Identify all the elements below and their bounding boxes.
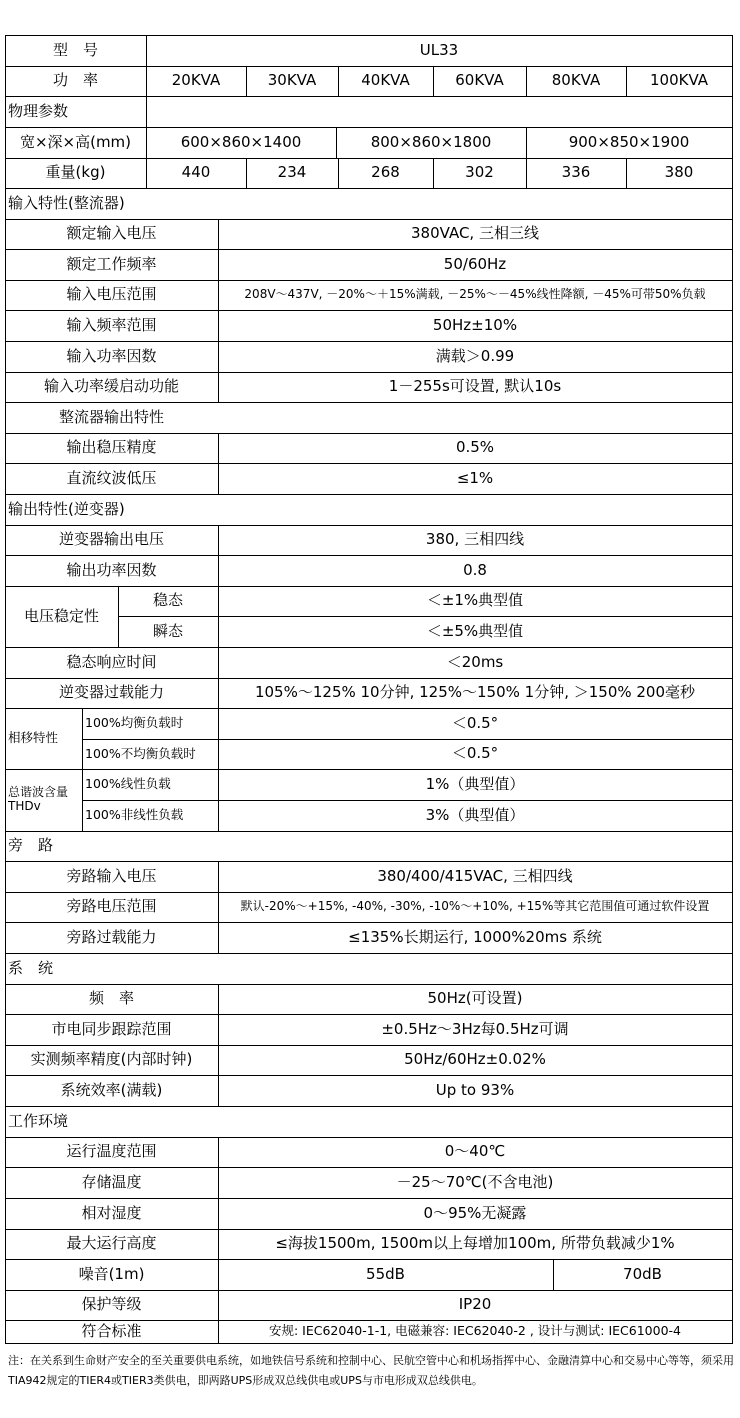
noise-label: 噪音(1m) <box>78 1264 145 1283</box>
response-time-label: 稳态响应时间 <box>66 652 157 671</box>
phase-unbalanced-value: ＜0.5° <box>451 744 499 763</box>
input-row-value: 208V～437V, －20%～＋15%满载, －25%～－45%线性降额, －45%可带50%负载 <box>244 287 706 302</box>
system-row-label: 系统效率(满载) <box>60 1080 163 1099</box>
power-value-80kva: 80KVA <box>551 71 601 90</box>
rectifier-row-label: 直流纹波低压 <box>66 468 157 487</box>
footnote: 注：在关系到生命财产安全的至关重要供电系统，如地铁信号系统和控制中心、民航空管中心和机场指挥中心、金融清算中心和交易中心等等，须采用TIA942规定的TIER4或TIER3类供电，即两路UPS形成双总线供电或UPS与市电形成双总线供电。 <box>8 1354 734 1387</box>
rule-horizontal <box>5 892 733 893</box>
rule-horizontal <box>5 188 733 189</box>
rule-vertical <box>5 35 6 1343</box>
input-row-value: 满载＞0.99 <box>435 346 515 365</box>
rule-horizontal <box>5 280 733 281</box>
transient-label: 瞬态 <box>152 621 183 640</box>
input-row-value: 50Hz±10% <box>432 315 518 334</box>
protection-value: IP20 <box>458 1295 492 1314</box>
thd-nonlinear-label: 100%非线性负载 <box>85 807 184 823</box>
power-value-40kva: 40KVA <box>361 71 410 90</box>
system-row-value: 50Hz/60Hz±0.02% <box>404 1050 546 1069</box>
inverter-voltage-value: 380, 三相四线 <box>425 530 525 549</box>
rule-vertical <box>118 586 119 647</box>
rule-horizontal <box>5 372 733 373</box>
rule-vertical <box>218 433 219 494</box>
thd-linear-label: 100%线性负载 <box>85 776 171 792</box>
rule-horizontal <box>82 739 733 740</box>
rule-horizontal <box>5 984 733 985</box>
bypass-row-value: ≤135%长期运行, 1000%20ms 系统 <box>348 927 602 946</box>
rule-horizontal <box>5 922 733 923</box>
rule-horizontal <box>5 219 733 220</box>
standards-value: 安规: IEC62040-1-1, 电磁兼容: IEC62040-2 , 设计与测试: IEC61000-4 <box>268 1323 681 1339</box>
noise-value-low: 55dB <box>366 1264 405 1283</box>
dimensions-value: 800×860×1800 <box>370 132 492 151</box>
weight-value: 302 <box>465 163 494 182</box>
bypass-row-label: 旁路电压范围 <box>66 897 157 916</box>
model-label: 型 号 <box>52 40 98 59</box>
input-row-label: 额定输入电压 <box>66 224 157 243</box>
rule-vertical <box>218 525 219 831</box>
environment-row-value: 0～95%无凝露 <box>423 1203 527 1222</box>
rule-horizontal <box>5 1167 733 1168</box>
rule-horizontal <box>5 647 733 648</box>
rule-horizontal <box>5 127 733 128</box>
system-row-label: 频 率 <box>88 989 134 1008</box>
power-value-100kva: 100KVA <box>649 71 709 90</box>
input-heading: 输入特性(整流器) <box>8 193 125 212</box>
rule-horizontal <box>5 708 733 709</box>
system-row-value: Up to 93% <box>435 1080 515 1099</box>
input-row-label: 额定工作频率 <box>66 254 157 273</box>
environment-row-label: 存储温度 <box>81 1172 142 1191</box>
input-row-value: 50/60Hz <box>443 254 507 273</box>
rule-vertical <box>218 1137 219 1343</box>
rule-horizontal <box>5 1290 733 1291</box>
rule-vertical <box>526 66 527 96</box>
voltage-stability-label: 电压稳定性 <box>23 606 99 625</box>
thd-label-line2: THDv <box>8 799 41 813</box>
spec-table <box>5 35 732 1343</box>
dimensions-label: 宽×深×高(mm) <box>19 132 132 151</box>
rule-horizontal <box>5 831 733 832</box>
standards-label: 符合标准 <box>81 1321 142 1340</box>
environment-heading: 工作环境 <box>8 1111 69 1130</box>
bypass-row-value: 默认-20%～+15%, -40%, -30%, -10%～+10%, +15%等其它范围值可通过软件设置 <box>240 899 710 914</box>
environment-row-label: 相对湿度 <box>81 1203 142 1222</box>
power-label: 功 率 <box>52 71 98 90</box>
rule-horizontal <box>5 1343 733 1344</box>
rule-horizontal <box>5 953 733 954</box>
rule-horizontal <box>5 249 733 250</box>
rule-horizontal <box>5 402 733 403</box>
rule-vertical <box>246 158 247 188</box>
input-row-value: 1－255s可设置, 默认10s <box>388 377 562 396</box>
rule-horizontal <box>5 433 733 434</box>
inverter-voltage-label: 逆变器输出电压 <box>58 530 164 549</box>
thd-nonlinear-value: 3%（典型值） <box>425 805 525 824</box>
rule-horizontal <box>5 1259 733 1260</box>
rule-vertical <box>218 984 219 1106</box>
rule-vertical <box>336 127 337 158</box>
power-value-60kva: 60KVA <box>455 71 504 90</box>
output-power-factor-label: 输出功率因数 <box>66 560 157 579</box>
system-row-label: 实测频率精度(内部时钟) <box>30 1050 193 1069</box>
output-heading: 输出特性(逆变器) <box>8 499 125 518</box>
rule-horizontal <box>5 310 733 311</box>
rule-vertical <box>433 66 434 96</box>
rectifier-row-value: ≤1% <box>456 468 494 487</box>
model-value: UL33 <box>419 40 459 59</box>
rule-horizontal <box>5 525 733 526</box>
rule-horizontal <box>5 66 733 67</box>
weight-value: 440 <box>181 163 211 182</box>
rule-vertical <box>433 158 434 188</box>
thd-label-line1: 总谐波含量 <box>8 785 69 800</box>
system-row-label: 市电同步跟踪范围 <box>51 1019 172 1038</box>
thd-label <box>5 769 82 831</box>
rectifier-row-value: 0.5% <box>455 438 495 457</box>
dimensions-value: 600×860×1400 <box>180 132 302 151</box>
system-heading: 系 统 <box>8 958 54 977</box>
rule-horizontal <box>5 1229 733 1230</box>
rule-horizontal <box>5 158 733 159</box>
rule-vertical <box>218 219 219 402</box>
phase-shift-label: 相移特性 <box>8 730 59 746</box>
rule-vertical <box>82 708 83 831</box>
phase-balanced-value: ＜0.5° <box>451 713 499 732</box>
rule-horizontal <box>5 463 733 464</box>
protection-label: 保护等级 <box>81 1295 142 1314</box>
weight-value: 234 <box>277 163 307 182</box>
weight-label: 重量(kg) <box>45 163 106 182</box>
phase-unbalanced-label: 100%不均衡负载时 <box>85 745 196 761</box>
rule-horizontal <box>5 341 733 342</box>
rectifier-heading: 整流器输出特性 <box>58 407 164 426</box>
bypass-row-label: 旁路输入电压 <box>66 866 157 885</box>
steady-label: 稳态 <box>152 591 183 610</box>
rule-horizontal <box>5 1045 733 1046</box>
environment-row-value: －25～70℃(不含电池) <box>396 1172 554 1191</box>
rule-horizontal <box>5 1075 733 1076</box>
bypass-heading: 旁 路 <box>8 836 54 855</box>
system-row-value: 50Hz(可设置) <box>427 989 523 1008</box>
rule-horizontal <box>5 1137 733 1138</box>
environment-row-value: ≤海拔1500m, 1500m以上每增加100m, 所带负载减少1% <box>275 1234 675 1253</box>
rule-vertical <box>526 127 527 158</box>
rule-vertical <box>732 35 733 1343</box>
system-row-value: ±0.5Hz～3Hz每0.5Hz可调 <box>381 1019 569 1038</box>
dimensions-value: 900×850×1900 <box>568 132 690 151</box>
input-row-label: 输入功率缓启动功能 <box>43 377 179 396</box>
environment-row-label: 最大运行高度 <box>66 1234 157 1253</box>
rule-vertical <box>626 66 627 96</box>
rule-horizontal <box>118 616 733 617</box>
weight-value: 380 <box>664 163 694 182</box>
rule-horizontal <box>5 96 733 97</box>
rule-horizontal <box>5 494 733 495</box>
bypass-row-label: 旁路过载能力 <box>66 927 157 946</box>
rule-vertical <box>526 158 527 188</box>
rule-horizontal <box>5 555 733 556</box>
output-power-factor-value: 0.8 <box>463 560 487 579</box>
transient-value: ＜±5%典型值 <box>426 621 524 640</box>
inverter-overload-value: 105%～125% 10分钟, 125%～150% 1分钟, ＞150% 200毫秒 <box>254 683 696 702</box>
rectifier-row-label: 输出稳压精度 <box>66 438 157 457</box>
rule-horizontal <box>5 586 733 587</box>
rule-vertical <box>338 66 339 96</box>
rule-horizontal <box>5 35 733 36</box>
noise-value-high: 70dB <box>623 1264 662 1283</box>
rule-vertical <box>338 158 339 188</box>
input-row-label: 输入电压范围 <box>66 285 157 304</box>
rule-horizontal <box>82 800 733 801</box>
rule-horizontal <box>5 1106 733 1107</box>
power-value-20kva: 20KVA <box>171 71 221 90</box>
weight-value: 336 <box>561 163 591 182</box>
response-time-value: ＜20ms <box>446 652 504 671</box>
power-value-30kva: 30KVA <box>267 71 317 90</box>
rule-horizontal <box>5 1014 733 1015</box>
input-row-label: 输入功率因数 <box>66 346 157 365</box>
input-row-value: 380VAC, 三相三线 <box>411 224 539 243</box>
rule-vertical <box>146 35 147 188</box>
rule-horizontal <box>5 861 733 862</box>
environment-row-label: 运行温度范围 <box>66 1142 157 1161</box>
bypass-row-value: 380/400/415VAC, 三相四线 <box>377 866 573 885</box>
weight-value: 268 <box>371 163 400 182</box>
phase-balanced-label: 100%均衡负载时 <box>85 715 184 731</box>
input-row-label: 输入频率范围 <box>66 315 157 334</box>
inverter-overload-label: 逆变器过载能力 <box>58 683 164 702</box>
rule-vertical <box>246 66 247 96</box>
rule-horizontal <box>5 769 733 770</box>
environment-row-value: 0～40℃ <box>444 1142 506 1161</box>
rule-vertical <box>626 158 627 188</box>
rule-horizontal <box>5 1198 733 1199</box>
rule-horizontal <box>5 1320 733 1321</box>
rule-vertical <box>218 861 219 953</box>
physical-heading: 物理参数 <box>8 101 69 120</box>
rule-horizontal <box>5 678 733 679</box>
rule-vertical <box>553 1259 554 1290</box>
thd-linear-value: 1%（典型值） <box>425 774 525 793</box>
steady-value: ＜±1%典型值 <box>426 591 524 610</box>
